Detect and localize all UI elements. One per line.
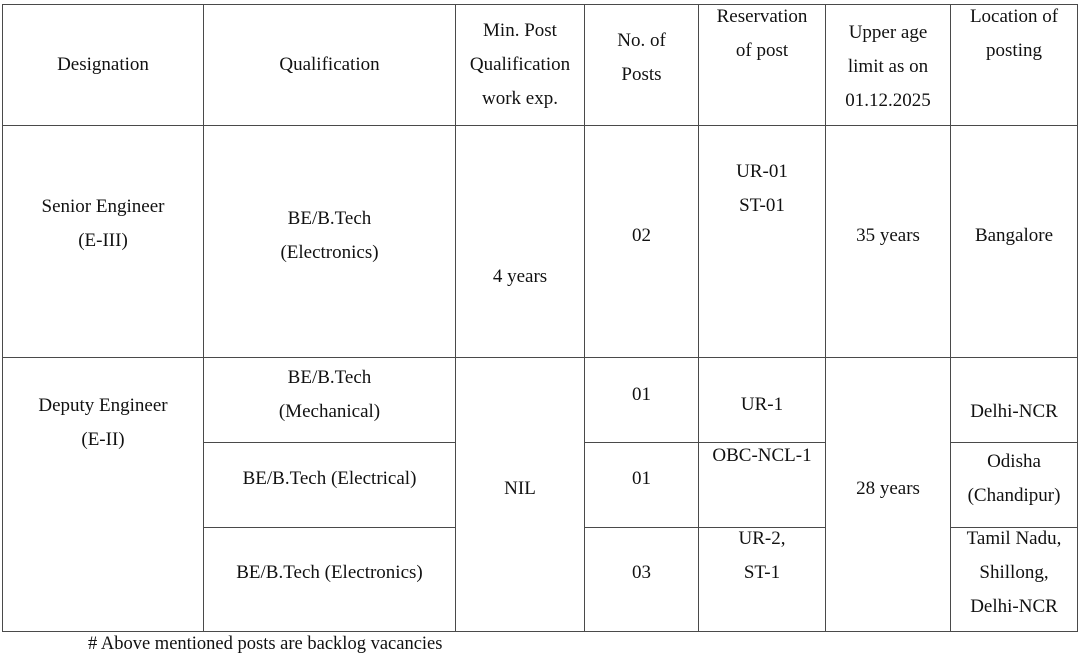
- deputy-mechanical-reservation: UR-1: [740, 394, 784, 415]
- backlog-footnote: # Above mentioned posts are backlog vacancies: [88, 634, 443, 654]
- senior-designation: Senior Engineer (E-III): [41, 196, 165, 251]
- deputy-electrical-reservation: OBC-NCL-1: [712, 445, 812, 466]
- header-qualification: Qualification: [279, 54, 380, 75]
- senior-no-of-posts: 02: [632, 225, 651, 246]
- deputy-electrical-qualification: BE/B.Tech (Electrical): [242, 468, 417, 489]
- row-divider: [950, 442, 1078, 443]
- row-divider: [203, 527, 455, 528]
- header-designation: Designation: [57, 54, 149, 75]
- deputy-electronics-location: Tamil Nadu, Shillong, Delhi-NCR: [966, 528, 1062, 617]
- deputy-electrical-location: Odisha (Chandipur): [967, 451, 1061, 506]
- row-divider: [203, 442, 455, 443]
- senior-location: Bangalore: [974, 225, 1054, 246]
- deputy-mechanical-qualification: BE/B.Tech (Mechanical): [278, 367, 381, 422]
- deputy-designation: Deputy Engineer (E-II): [38, 395, 168, 450]
- deputy-age-limit: 28 years: [856, 478, 920, 499]
- senior-reservation: UR-01 ST-01: [736, 161, 788, 216]
- deputy-electronics-qualification: BE/B.Tech (Electronics): [236, 562, 423, 583]
- row-divider: [2, 357, 1078, 358]
- header-reservation: Reservation of post: [716, 6, 808, 61]
- deputy-work-experience: NIL: [504, 478, 536, 499]
- header-upper-age-limit: Upper age limit as on 01.12.2025: [845, 21, 931, 111]
- deputy-mechanical-posts: 01: [632, 384, 651, 405]
- header-location: Location of posting: [969, 6, 1059, 61]
- row-divider: [2, 125, 1078, 126]
- senior-qualification: BE/B.Tech (Electronics): [280, 208, 379, 263]
- header-no-of-posts: No. of Posts: [617, 30, 666, 85]
- senior-work-experience: 4 years: [492, 266, 548, 287]
- senior-age-limit: 35 years: [856, 225, 920, 246]
- deputy-mechanical-location: Delhi-NCR: [970, 401, 1058, 422]
- deputy-electronics-posts: 03: [632, 562, 651, 583]
- table-border-right: [1077, 4, 1078, 631]
- header-work-experience: Min. Post Qualification work exp.: [469, 20, 571, 109]
- deputy-electrical-posts: 01: [632, 468, 651, 489]
- deputy-electronics-reservation: UR-2, ST-1: [738, 528, 786, 583]
